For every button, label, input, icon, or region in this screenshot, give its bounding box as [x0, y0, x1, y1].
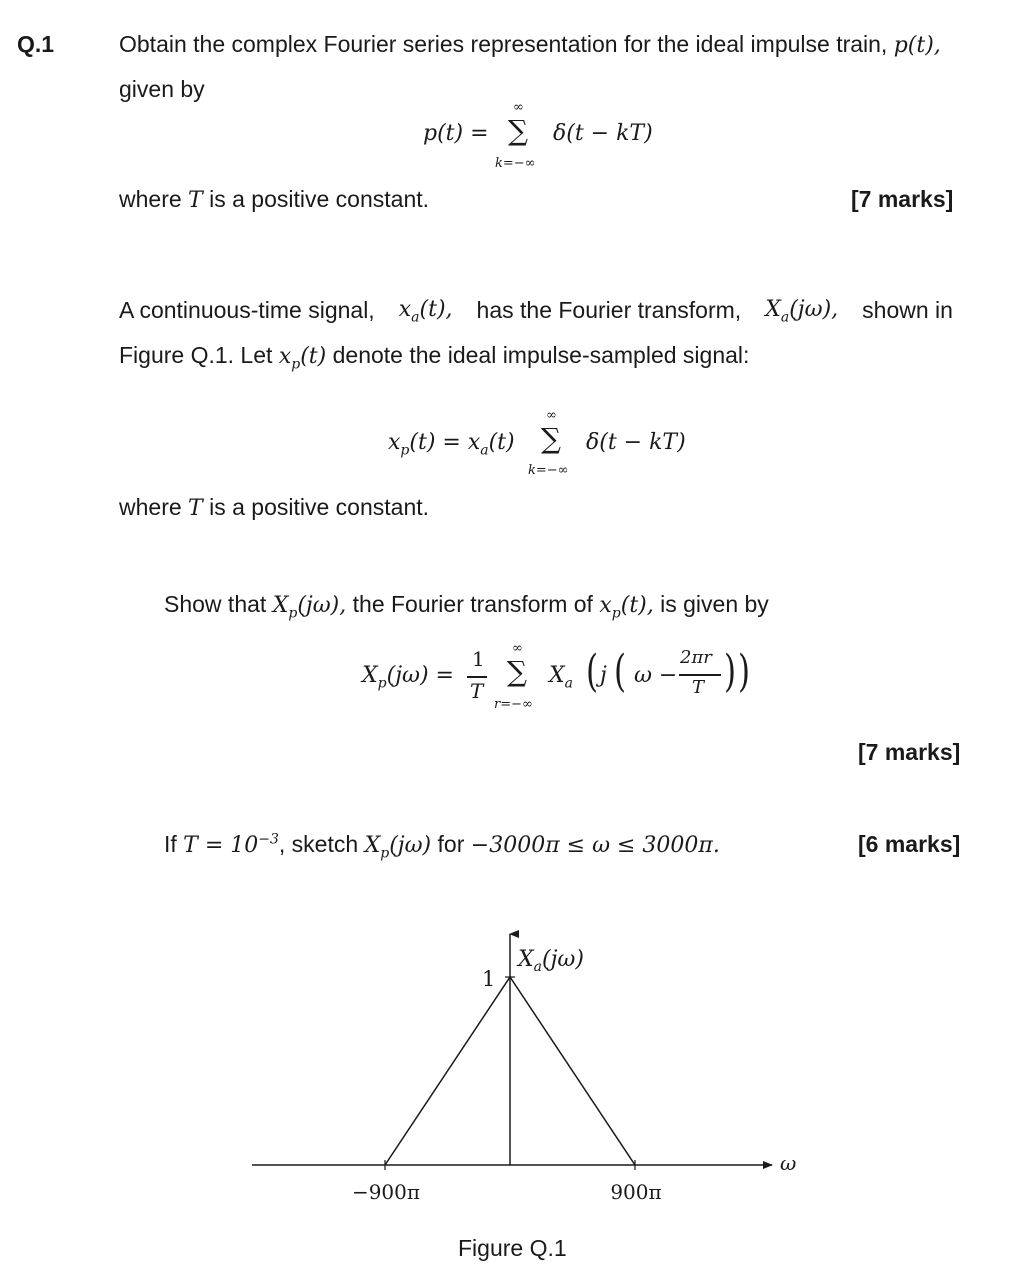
eq2-lhs-sub2: a: [480, 442, 489, 459]
eq3-paren-open-inner: (: [614, 646, 627, 697]
eq3-lhs-b: (jω) =: [386, 663, 454, 688]
y-label-main: X: [518, 947, 534, 972]
show-sym2-main: x: [599, 593, 612, 618]
where-pre: where: [119, 186, 182, 212]
eq3-paren-close-outer: ): [738, 646, 751, 697]
if-sym-main: T = 10: [183, 833, 259, 858]
part-a-text: Obtain the complex Fourier series representation for the ideal impulse train,: [119, 31, 888, 57]
eq2-sum-sign: ∑: [541, 422, 561, 455]
eq2-sum-bottom: k=−∞: [528, 463, 569, 478]
if-range: −3000π ≤ ω ≤ 3000π.: [470, 833, 720, 858]
eq2-lhs-sub: p: [400, 442, 410, 459]
part-a-line2: given by: [119, 76, 205, 102]
eq1-sum-top: ∞: [513, 100, 524, 115]
l2-sym-main: x: [278, 344, 292, 369]
sym1-main: x: [398, 297, 412, 322]
b-where-symbol: T: [188, 496, 203, 521]
eq3-Xa-main: X: [549, 663, 565, 688]
eq1-lhs-text: p(t) =: [423, 121, 489, 146]
tick-left-label: −900π: [351, 1180, 421, 1204]
show-b: the Fourier transform of: [352, 591, 593, 617]
eq2-lhs-c: (t): [488, 430, 515, 455]
eq3-inner-num: 2πr: [680, 647, 712, 668]
eq1-rhs: δ(t − kT): [553, 121, 653, 146]
x-axis-label: ω: [780, 1151, 797, 1175]
show-sym-sub: p: [288, 605, 298, 622]
sym2-post: (jω),: [789, 297, 839, 322]
eq3-sum-sign: ∑: [507, 655, 527, 688]
sym1-post: (t),: [419, 297, 453, 322]
eq2-rhs: δ(t − kT): [586, 430, 686, 455]
eq2-sum-top: ∞: [546, 408, 557, 423]
eq3-sum-top: ∞: [512, 641, 523, 656]
eq3-paren-open-outer: (: [586, 646, 599, 697]
b-where-post: is a positive constant.: [209, 494, 430, 520]
if-sym2-post: (jω): [389, 833, 432, 858]
figure-caption: Figure Q.1: [458, 1235, 567, 1261]
part-a-symbol: p(t),: [893, 33, 941, 58]
part-b-text-a: A continuous-time signal,: [119, 297, 375, 323]
eq3-Xa-sub: a: [564, 675, 574, 692]
if-b: , sketch: [278, 831, 359, 857]
eq1-sum-bottom: k=−∞: [495, 156, 536, 171]
eq3-frac-num: 1: [472, 647, 485, 671]
show-c: is given by: [660, 591, 769, 617]
eq3-inner-den: T: [692, 677, 705, 698]
tick-right-label: 900π: [610, 1180, 662, 1204]
part-a-marks: [7 marks]: [851, 186, 954, 212]
sym2-main: X: [765, 297, 781, 322]
y-label-sub: a: [533, 959, 543, 975]
eq1-sum-sign: ∑: [508, 114, 528, 147]
sym2-sub: a: [780, 309, 790, 326]
b-where-pre: where: [119, 494, 182, 520]
eq3-omega-minus: ω −: [634, 663, 678, 688]
part-c-marks: [7 marks]: [858, 739, 961, 765]
part-d-marks: [6 marks]: [858, 831, 961, 857]
eq3-paren-close-inner: ): [724, 646, 737, 697]
eq2-lhs-b: (t) = x: [409, 430, 481, 455]
l2-sym-sub: p: [291, 356, 301, 373]
if-sym2-sub: p: [380, 845, 390, 862]
show-sym-main: X: [272, 593, 289, 618]
part-b-text-b: has the Fourier transform,: [476, 297, 742, 323]
y-label-post: (jω): [542, 947, 584, 972]
part-b-l2-b: denote the ideal impulse-sampled signal:: [332, 342, 750, 368]
part-b-text-c: shown in: [862, 297, 953, 323]
part-b-l2-a: Figure Q.1. Let: [119, 342, 273, 368]
where-symbol: T: [188, 188, 203, 213]
figure-axes: [252, 934, 772, 1165]
show-sym-post: (jω),: [297, 593, 347, 618]
l2-sym-post: (t): [300, 344, 327, 369]
eq3-sum-bottom: r=−∞: [494, 697, 533, 712]
eq3-lhs-sub: p: [377, 675, 387, 692]
if-a: If: [164, 831, 177, 857]
where-post: is a positive constant.: [209, 186, 430, 212]
if-sym-exp: −3: [258, 831, 279, 848]
if-c: for: [437, 831, 465, 857]
question-number: Q.1: [17, 31, 55, 57]
eq3-j: j: [600, 663, 607, 688]
show-sym2-sub: p: [611, 605, 621, 622]
eq3-frac-den: T: [470, 679, 484, 703]
peak-label: 1: [482, 967, 496, 991]
y-axis-label: [516, 947, 584, 975]
eq3-lhs-a: X: [362, 663, 378, 688]
show-sym2-post: (t),: [620, 593, 654, 618]
eq2-lhs-a: x: [388, 430, 401, 455]
show-a: Show that: [164, 591, 267, 617]
if-sym2-main: X: [364, 833, 381, 858]
sym1-sub: a: [411, 309, 420, 326]
